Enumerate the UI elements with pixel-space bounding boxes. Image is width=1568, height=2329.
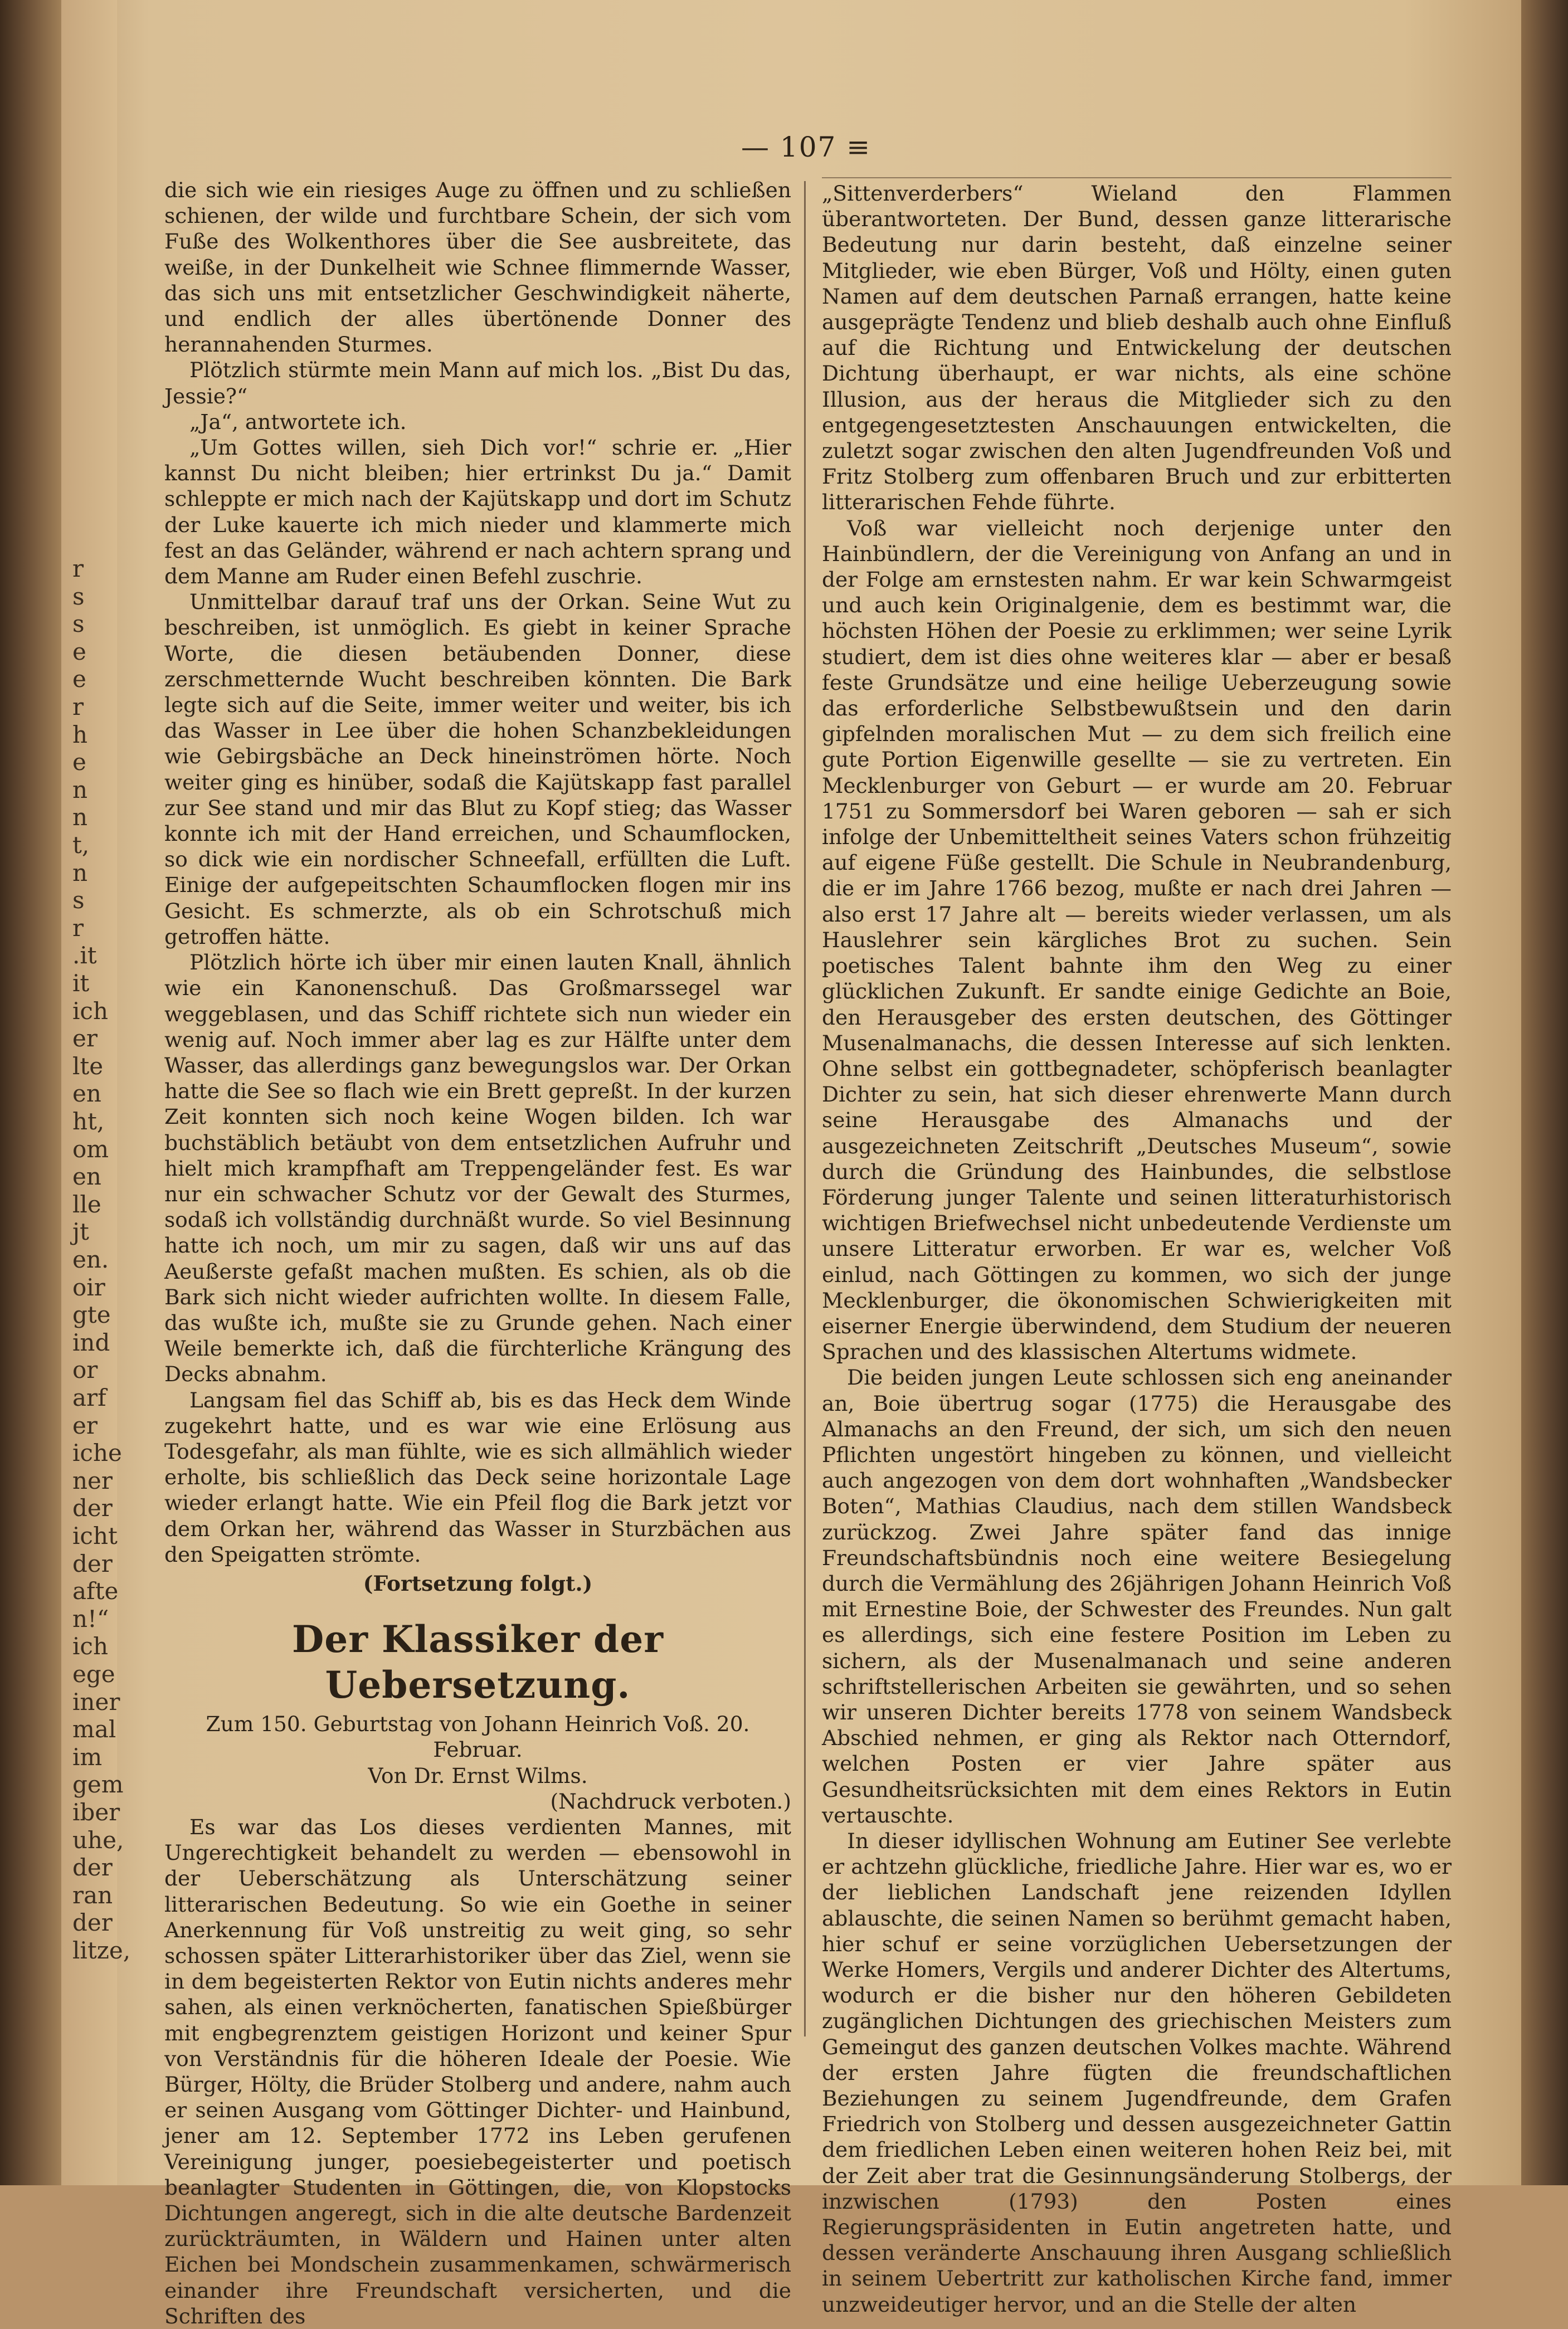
- article-paragraph: „Sittenverderbers“ Wieland den Flammen überantworteten. Der Bund, dessen ganze litterarische Bedeutung nur darin besteht, daß einzelne seiner Mitglieder, wie eben Bürger, Voß und Hölty, einen guten Namen auf dem deutschen Parnaß errangen, hatte keine ausgeprägte Tendenz und blieb deshalb auch ohne Einfluß auf die Richtung und Entwickelung der deutschen Dichtung überhaupt, er war nichts, als eine schöne Illusion, aus der heraus die Mitglieder sich zu den entgegengesetztesten Anschauungen entwickelten, die zuletzt sogar zwischen den alten Jugendfreunden Voß und Fritz Stolberg zum offenbaren Bruch und zur erbitterten litterarischen Fehde führte.: [822, 181, 1452, 515]
- story-paragraph: die sich wie ein riesiges Auge zu öffnen und zu schließen schienen, der wilde und furchtbare Schein, der sich vom Fuße des Wolkenthores über die See ausbreitete, das weiße, in der Dunkelheit wie Schnee flimmernde Wasser, das sich uns mit entsetzlicher Geschwindigkeit näherte, und endlich der alles übertönende Donner des herannahenden Sturmes.: [164, 178, 791, 357]
- margin-fragment: gem: [72, 1771, 124, 1799]
- margin-fragment: ind: [72, 1328, 110, 1356]
- story-paragraph: Plötzlich hörte ich über mir einen lauten Knall, ähnlich wie ein Kanonenschuß. Das Großmarssegel war weggeblasen, und das Schiff richtete sich nun wieder ein wenig auf. Noch immer aber lag es zur Hälfte unter dem Wasser, das allerdings ganz bewegungslos war. Der Orkan hatte die See so flach wie ein Brett gepreßt. In der kurzen Zeit konnten sich noch keine Wogen bilden. Ich war buchstäblich betäubt von dem entsetzlichen Aufruhr und hielt mich krampfhaft am Treppengeländer fest. Es war nur ein schwacher Schutz vor der Gewalt des Sturmes, sodaß ich vollständig durchnäßt wurde. So viel Besinnung hatte ich noch, um mir zu sagen, daß wir uns auf das Aeußerste gefaßt machen mußten. Es schien, als ob die Bark sich nicht wieder aufrichten wollte. In diesem Falle, das wußte ich, mußte sie zu Grunde gehen. Nach einer Weile bemerkte ich, daß die fürchterliche Krängung des Decks abnahm.: [164, 950, 791, 1387]
- book-edge-right: [1521, 0, 1568, 2185]
- article-paragraph: Voß war vielleicht noch derjenige unter den Hainbündlern, der die Vereinigung von Anfang an und in der Folge am ernstesten nahm. Er war kein Schwarmgeist und auch kein Originalgenie, dem es bestimmt war, die höchsten Höhen der Poesie zu erklimmen; wer seine Lyrik studiert, dem ist dies ohne weiteres klar — aber er besaß feste Grundsätze und eine heilige Ueberzeugung sowie das erforderliche Selbstbewußtsein und den darin gipfelnden moralischen Mut — zu dem sich freilich eine gute Portion Eigenwille gesellte — sie zu vertreten. Ein Mecklenburger von Geburt — er wurde am 20. Februar 1751 zu Sommersdorf bei Waren geboren — sah er sich infolge der Unbemitteltheit seines Vaters schon frühzeitig auf eigene Füße gestellt. Die Schule in Neubrandenburg, die er im Jahre 1766 bezog, mußte er nach drei Jahren — also erst 17 Jahre alt — bereits wieder verlassen, um als Hauslehrer sein kärgliches Brot zu suchen. Sein poetisches Talent bahnte ihm den Weg zu einer glücklichen Zukunft. Er sandte einige Gedichte an Boie, den Herausgeber des ersten deutschen, des Göttinger Musenalmanachs, die dessen Interesse auf sich lenkten. Ohne selbst ein gottbegnadeter, schöpferisch beanlagter Dichter zu sein, hat sich dieser ehrenwerte Mann durch seine Herausgabe des Almanachs und der ausgezeichneten Zeitschrift „Deutsches Museum“, sowie durch die Gründung des Hainbundes, die selbstlose Förderung junger Talente und seinen litteraturhistorisch wichtigen Briefwechsel nicht unbedeutende Verdienste um unsere Litteratur erworben. Er war es, welcher Voß einlud, nach Göttingen zu kommen, wo sich der junge Mecklenburger, die ökonomischen Schwierigkeiten mit eiserner Energie überwindend, dem Studium der neueren Sprachen und des klassischen Altertums widmete.: [822, 515, 1452, 1365]
- margin-fragment: e: [72, 748, 86, 776]
- margin-fragment: r: [72, 914, 84, 942]
- margin-fragment: n: [72, 776, 88, 803]
- margin-fragment: r: [72, 693, 84, 720]
- margin-fragment: gte: [72, 1301, 111, 1329]
- story-paragraph: Langsam fiel das Schiff ab, bis es das Heck dem Winde zugekehrt hatte, und es war wie eine Erlösung aus Todesgefahr, als man fühlte, wie es sich allmählich wieder erholte, bis schließlich das Deck seine horizontale Lage wieder erlangt hatte. Wie ein Pfeil flog die Bark jetzt vor dem Orkan her, während das Wasser in Sturzbächen aus den Speigatten strömte.: [164, 1387, 791, 1567]
- margin-fragment: h: [72, 720, 88, 748]
- margin-fragment: der: [72, 1550, 113, 1577]
- margin-fragment: n: [72, 803, 88, 831]
- left-column: [164, 177, 791, 2328]
- article-paragraph: In dieser idyllischen Wohnung am Eutiner See verlebte er achtzehn glückliche, friedliche Jahre. Hier war es, wo er der lieblichen Landschaft jene reizenden Idyllen ablauschte, die seinen Namen so berühmt gemacht haben, hier schuf er seine vorzüglichen Uebersetzungen der Werke Homers, Vergils und anderer Dichter des Altertums, wodurch er die bisher nur den höheren Gebildeten zugänglichen Dichtungen des griechischen Meisters zum Gemeingut des ganzen deutschen Volkes machte. Während der ersten Jahre fügten die freundschaftlichen Beziehungen zu seinem Jugendfreunde, dem Grafen Friedrich von Stolberg und dessen ausgezeichneter Gattin dem friedlichen Leben einen weiteren hohen Reiz bei, mit der Zeit aber trat die Gesinnungsänderung Stolbergs, der inzwischen (1793) den Posten eines Regierungspräsidenten in Eutin angetreten hatte, und dessen veränderte Anschauung ihren Ausgang schließlich in seinem Uebertritt zur katholischen Kirche fand, immer unzweideutiger hervor, und an die Stelle der alten: [822, 1829, 1452, 2317]
- margin-fragment: mal: [72, 1716, 116, 1743]
- story-paragraph: „Um Gottes willen, sieh Dich vor!“ schrie er. „Hier kannst Du nicht bleiben; hier ertrinkst Du ja.“ Damit schleppte er mich nach der Kajütskapp und dort im Schutz der Luke kauerte ich mich nieder und klammerte mich fest an das Geländer, während er nach achtern sprang und dem Manne am Ruder einen Befehl zuschrie.: [164, 435, 791, 589]
- margin-fragment: e: [72, 637, 86, 665]
- margin-fragment: icht: [72, 1522, 118, 1550]
- margin-fragment: er: [72, 1411, 98, 1439]
- previous-page-edge: [61, 0, 131, 2185]
- margin-fragment: oir: [72, 1273, 105, 1301]
- reprint-note: (Nachdruck verboten.): [550, 1789, 791, 1814]
- column-top-rule: [822, 177, 1452, 178]
- margin-fragment: arf: [72, 1384, 106, 1411]
- margin-fragment: uhe,: [72, 1826, 124, 1854]
- margin-fragment: afte: [72, 1577, 119, 1605]
- article-subtitle: Zum 150. Geburtstag von Johann Heinrich Voß. 20. Februar.: [206, 1712, 750, 1762]
- margin-fragment: or: [72, 1356, 98, 1384]
- margin-fragment: iner: [72, 1688, 120, 1716]
- right-column: [822, 177, 1452, 2317]
- margin-fragment: .it: [72, 942, 97, 969]
- article-byline: Von Dr. Ernst Wilms.: [368, 1763, 588, 1788]
- margin-fragment: lte: [72, 1052, 104, 1080]
- column-divider: [804, 181, 806, 2036]
- margin-fragment: s: [72, 610, 85, 638]
- margin-fragment: n: [72, 859, 88, 886]
- story-paragraph: „Ja“, antwortete ich.: [189, 409, 407, 434]
- margin-fragment: er: [72, 1025, 98, 1053]
- margin-fragment: ht,: [72, 1108, 105, 1135]
- margin-fragment: e: [72, 665, 86, 693]
- continuation-note: (Fortsetzung folgt.): [363, 1571, 593, 1596]
- story-paragraph: Unmittelbar darauf traf uns der Orkan. Seine Wut zu beschreiben, ist unmöglich. Es giebt in keiner Sprache Worte, die diesen betäubenden Donner, diese zerschmetternde Wucht beschreiben könnten. Die Bark legte sich auf die Seite, immer weiter und weiter, bis ich das Wasser in Lee über die hohen Schanzbekleidungen wie Gebirgsbäche an Deck hineinströmen hörte. Noch weiter ging es hinüber, sodaß die Kajütskapp fast parallel zur See stand und mir das Blut zu Kopf stieg; das Wasser konnte ich mit der Hand erreichen, und Schaumflocken, so dick wie ein nordischer Schneefall, erfüllten die Luft. Einige der aufgepeitschten Schaumflocken flogen mir ins Gesicht. Es schmerzte, als ob ein Schrotschuß mich getroffen hätte.: [164, 589, 791, 949]
- margin-fragment: om: [72, 1135, 109, 1163]
- margin-fragment: lle: [72, 1190, 101, 1218]
- margin-fragment: ner: [72, 1466, 113, 1494]
- margin-fragment: n!“: [72, 1605, 109, 1633]
- article-headline: Der Klassiker der Uebersetzung.: [292, 1617, 664, 1707]
- margin-fragment: s: [72, 582, 85, 610]
- article-paragraph: Es war das Los dieses verdienten Mannes, mit Ungerechtigkeit behandelt zu werden — ebensowohl in der Ueberschätzung als Unterschätzung seiner litterarischen Bedeutung. So wie ein Goethe in seiner Anerkennung für Voß unstreitig zu weit ging, so sehr schossen später Litterarhistoriker über das Ziel, wenn sie in dem begeisterten Rektor von Eutin nichts anderes mehr sahen, als einen verknöcherten, fanatischen Spießbürger mit engbegrenztem geistigen Horizont und keiner Spur von Verständnis für die höheren Ideale der Poesie. Wie Bürger, Hölty, die Brüder Stolberg und andere, nahm auch er seinen Ausgang vom Göttinger Dichter- und Hainbund, jener am 12. September 1772 ins Leben gerufenen Vereinigung junger, poesiebegeisterter und poetisch beanlagter Studenten in Göttingen, die, von Klopstocks Dichtungen angeregt, sich in die alte deutsche Bardenzeit zurückträumten, in Wäldern und Hainen unter alten Eichen bei Mondschein zusammenkamen, schwärmerisch einander ihre Freundschaft versicherten, und die Schriften des: [164, 1814, 791, 2328]
- margin-fragment: der: [72, 1494, 113, 1522]
- margin-fragment: der: [72, 1909, 113, 1937]
- margin-fragment: en.: [72, 1246, 109, 1273]
- margin-fragment: en: [72, 1080, 101, 1108]
- margin-fragment: t,: [72, 831, 90, 859]
- margin-fragment: iber: [72, 1799, 120, 1826]
- article-paragraph: Die beiden jungen Leute schlossen sich eng aneinander an, Boie übertrug sogar (1775) die Herausgabe des Almanachs an den Freund, der sich, um sich den neuen Pflichten ungestört hingeben zu können, und vielleicht auch angezogen von dem dort wohnhaften „Wandsbecker Boten“, Mathias Claudius, nach dem stillen Wandsbeck zurückzog. Zwei Jahre später fand das innige Freundschaftsbündnis noch eine weitere Besiegelung durch die Vermählung des 26jährigen Johann Heinrich Voß mit Ernestine Boie, der Schwester des Freundes. Nun galt es allerdings, sich eine festere Position im Leben zu sichern, als der Musenalmanach und seine anderen schriftstellerischen Arbeiten sie gewährten, und so sehen wir unseren Dichter bereits 1778 von seinem Wandsbeck Abschied nehmen, er ging als Rektor nach Otterndorf, welchen Posten er vier Jahre später aus Gesundheitsrücksichten mit dem eines Rektors in Eutin vertauschte.: [822, 1365, 1452, 1828]
- margin-fragment: im: [72, 1743, 103, 1771]
- margin-fragment: jt: [72, 1218, 89, 1246]
- margin-fragment: ich: [72, 997, 109, 1025]
- margin-fragment: ich: [72, 1633, 109, 1660]
- margin-fragment: iche: [72, 1439, 122, 1467]
- story-paragraph: Plötzlich stürmte mein Mann auf mich los. „Bist Du das, Jessie?“: [164, 358, 791, 408]
- margin-fragment: en: [72, 1163, 101, 1191]
- margin-fragment: r: [72, 555, 84, 582]
- margin-fragment: ran: [72, 1881, 113, 1909]
- margin-fragment: ege: [72, 1660, 115, 1688]
- margin-fragment: litze,: [72, 1937, 131, 1964]
- margin-fragment: it: [72, 969, 90, 997]
- margin-fragment: s: [72, 886, 85, 914]
- page-number: — 107 ≡: [741, 131, 871, 163]
- margin-fragment: der: [72, 1854, 113, 1882]
